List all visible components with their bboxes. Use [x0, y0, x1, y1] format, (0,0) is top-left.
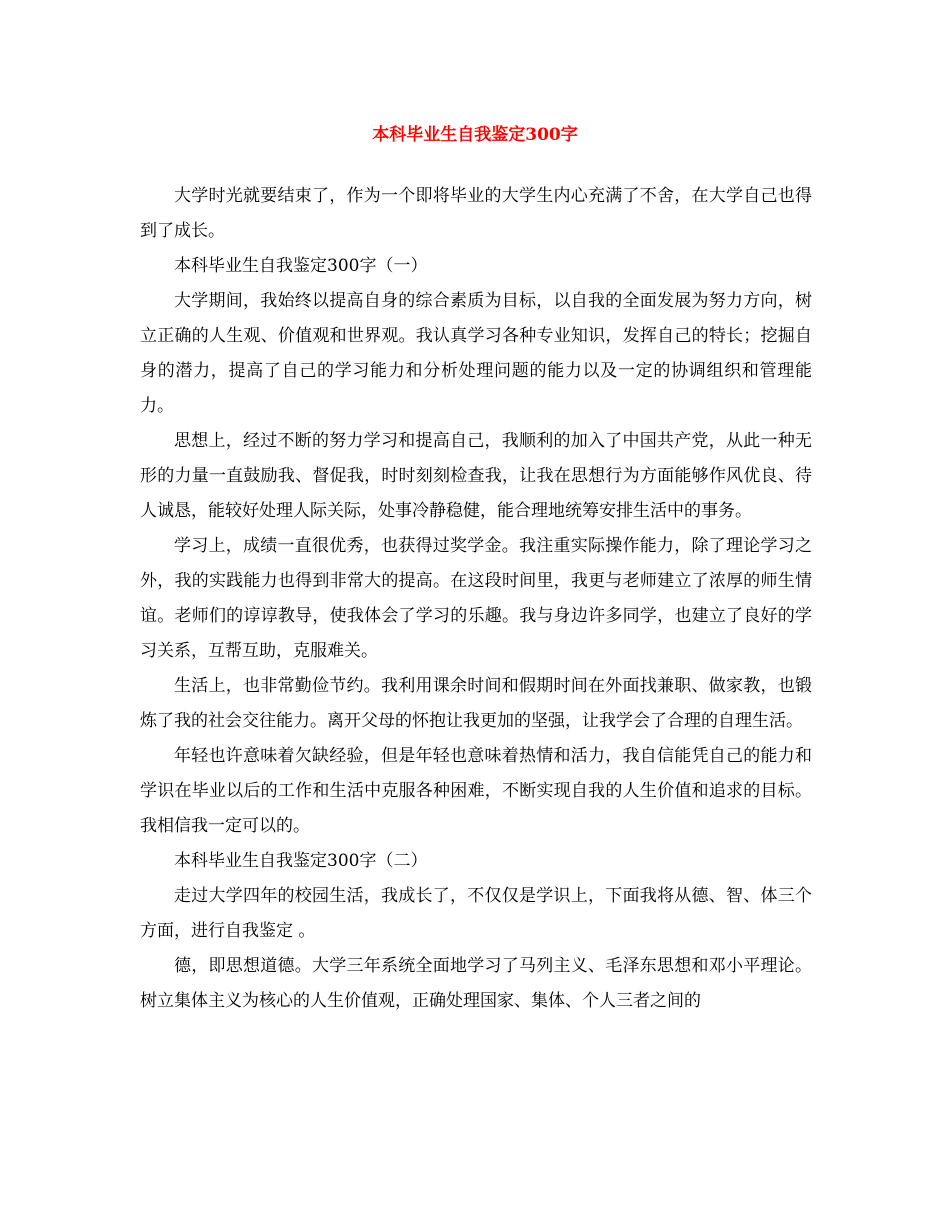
body-paragraph: 学习上，成绩一直很优秀，也获得过奖学金。我注重实际操作能力，除了理论学习之外，我的实践能力也得到非常大的提高。在这段时间里，我更与老师建立了浓厚的师生情谊。老师们的谆谆教导，使我体会了学习的乐趣。我与身边许多同学，也建立了良好的学习关系，互帮互助，克服难关。 [140, 536, 812, 661]
document-body [140, 179, 812, 1019]
intro-paragraph: 大学时光就要结束了，作为一个即将毕业的大学生内心充满了不舍，在大学自己也得到了成长。 [140, 186, 812, 241]
body-paragraph: 走过大学四年的校园生活，我成长了，不仅仅是学识上，下面我将从德、智、体三个方面，进行自我鉴定 。 [140, 886, 812, 941]
section-heading-two: 本科毕业生自我鉴定300字（二） [174, 851, 428, 871]
body-paragraph: 年轻也许意味着欠缺经验，但是年轻也意味着热情和活力，我自信能凭自己的能力和学识在毕业以后的工作和生活中克服各种困难，不断实现自我的人生价值和追求的目标。我相信我一定可以的。 [140, 746, 812, 836]
body-paragraph: 大学期间，我始终以提高自身的综合素质为目标，以自我的全面发展为努力方向，树立正确的人生观、价值观和世界观。我认真学习各种专业知识，发挥自己的特长；挖掘自身的潜力，提高了自己的学习能力和分析处理问题的能力以及一定的协调组织和管理能力。 [140, 291, 812, 416]
document-title: 本科毕业生自我鉴定300字 [372, 125, 578, 145]
body-paragraph: 生活上，也非常勤俭节约。我利用课余时间和假期时间在外面找兼职、做家教，也锻炼了我的社会交往能力。离开父母的怀抱让我更加的坚强，让我学会了合理的自理生活。 [140, 676, 812, 731]
body-paragraph: 思想上，经过不断的努力学习和提高自己，我顺利的加入了中国共产党，从此一种无形的力量一直鼓励我、督促我，时时刻刻检查我，让我在思想行为方面能够作风优良、待人诚恳，能较好处理人际关际，处事冷静稳健，能合理地统筹安排生活中的事务。 [140, 431, 812, 521]
section-heading-one: 本科毕业生自我鉴定300字（一） [174, 256, 428, 276]
body-paragraph: 德，即思想道德。大学三年系统全面地学习了马列主义、毛泽东思想和邓小平理论。树立集体主义为核心的人生价值观，正确处理国家、集体、个人三者之间的 [140, 956, 812, 1011]
